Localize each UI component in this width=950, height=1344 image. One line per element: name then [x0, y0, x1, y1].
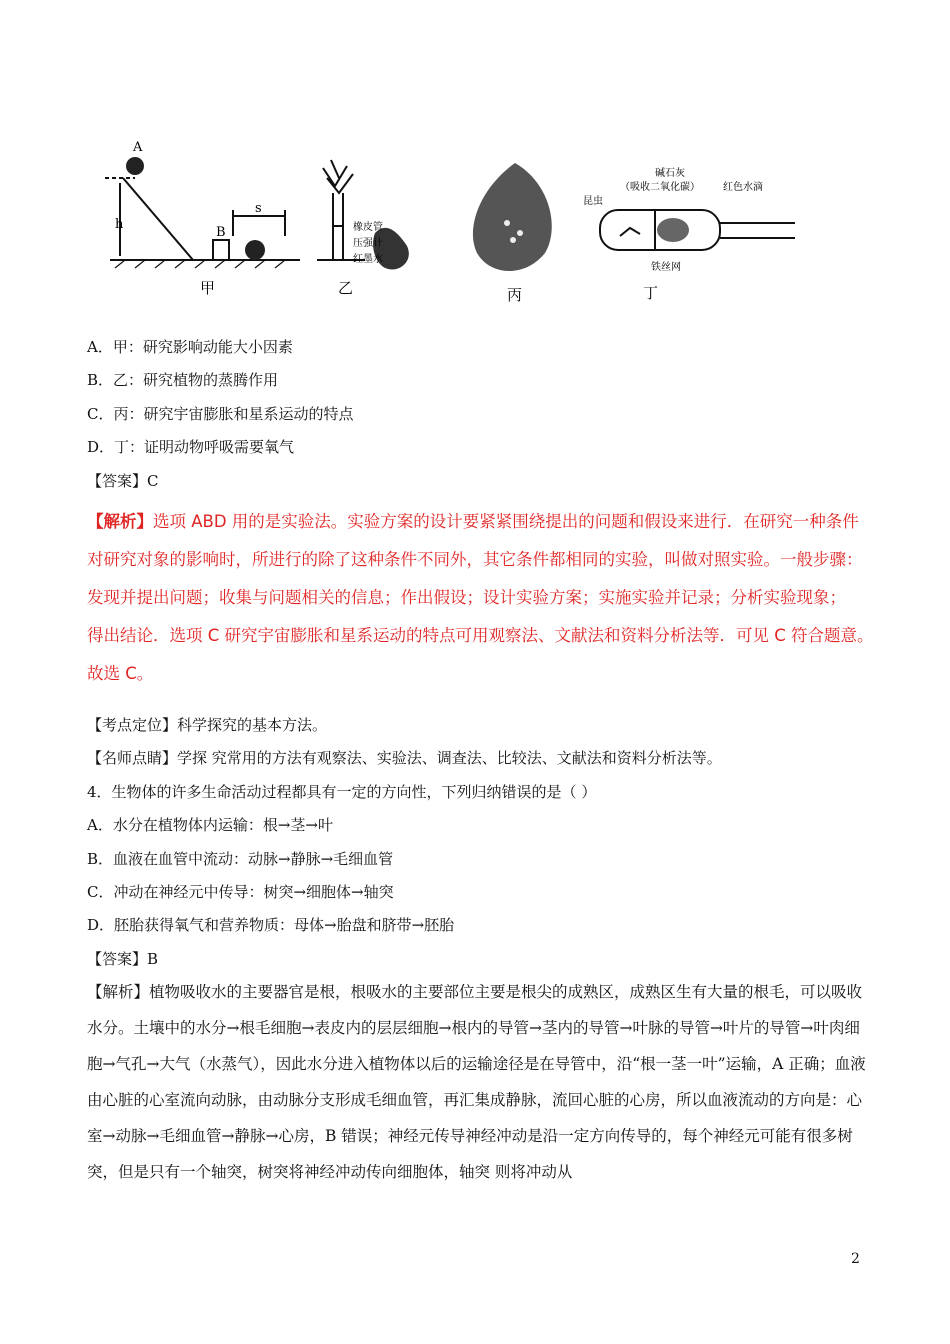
- label-soda-lime: 碱石灰: [655, 168, 685, 179]
- label-red-ink: 红墨水: [353, 254, 383, 265]
- label-ding: 丁: [643, 284, 659, 302]
- q4-analysis: 【解析】植物吸收水的主要器官是根，根吸水的主要部位主要是根尖的成熟区，成熟区生有大量的根毛，可以吸收水分。土壤中的水分→根毛细胞→表皮内的层层细胞→根内的导管→茎内的导管→叶脉的导管→叶片的导管→叶肉细胞→气孔→大气（水蒸气），因此水分进入植物体以后的运输途径是在导管中，沿“根一茎一叶”运输，A 正确；血液由心脏的心室流向动脉，由动脉分支形成毛细血管，再汇集成静脉，流回心脏的心房，所以血液流动的方向是：心室→动脉→毛细血管→静脉→心房，B 错误；神经元传导神经冲动是沿一定方向传导的，每个神经元可能有很多树突，但是只有一个轴突，树突将神经冲动传向细胞体，轴突 则将冲动从: [87, 983, 866, 1181]
- q3-analysis-line-4: 得出结论．选项 C 研究宇宙膨胀和星系运动的特点可用观察法、文献法和资料分析法等．可见 C 符合题意。: [87, 626, 874, 645]
- label-s: s: [255, 201, 262, 216]
- label-insect: 昆虫: [583, 196, 603, 207]
- q4-option-a: A．水分在植物体内运输：根→茎→叶: [87, 816, 333, 834]
- q3-key-point: 【考点定位】科学探究的基本方法。: [87, 716, 328, 734]
- q4-answer: 【答案】B: [87, 950, 159, 968]
- label-yi: 乙: [338, 279, 354, 297]
- experiment-diagram: [95, 138, 865, 308]
- q3-option-b: B．乙：研究植物的蒸腾作用: [87, 371, 279, 389]
- q3-teacher-note: 【名师点睛】学探 究常用的方法有观察法、实验法、调查法、比较法、文献法和资料分析法等。: [87, 749, 722, 767]
- label-bing: 丙: [507, 286, 523, 304]
- label-b: B: [216, 225, 226, 240]
- label-rubber-tube: 橡皮管: [353, 222, 383, 233]
- q3-analysis-line-2: 对研究对象的影响时，所进行的除了这种条件不同外，其它条件都相同的实验，叫做对照实验。一般步骤：: [87, 550, 863, 569]
- q3-analysis-tag: 【解析】: [87, 512, 153, 531]
- q4-option-d: D．胚胎获得氧气和营养物质：母体→胎盘和脐带→胚胎: [87, 916, 455, 934]
- page-number: 2: [851, 1251, 860, 1267]
- q4-option-b: B．血液在血管中流动：动脉→静脉→毛细血管: [87, 850, 394, 868]
- label-red-water-drop: 红色水滴: [723, 182, 763, 193]
- q4-stem: 4．生物体的许多生命活动过程都具有一定的方向性，下列归纳错误的是（ ）: [87, 783, 597, 801]
- label-absorb-co2: （吸收二氧化碳）: [620, 182, 700, 193]
- experiment-figure: [95, 138, 865, 308]
- q4-option-c: C．冲动在神经元中传导：树突→细胞体→轴突: [87, 883, 394, 901]
- q3-option-a: A．甲：研究影响动能大小因素: [87, 338, 293, 356]
- q3-option-d: D．丁：证明动物呼吸需要氧气: [87, 438, 295, 456]
- label-jia: 甲: [200, 279, 216, 297]
- label-wire-mesh: 铁丝网: [651, 262, 681, 273]
- q3-analysis-line-5: 故选 C。: [87, 664, 154, 683]
- label-a: A: [133, 140, 143, 155]
- q3-option-c: C．丙：研究宇宙膨胀和星系运动的特点: [87, 405, 354, 423]
- q3-analysis-line-3: 发现并提出问题；收集与问题相关的信息；作出假设；设计实验方案；实施实验并记录；分析实验现象；: [87, 588, 846, 607]
- q3-answer: 【答案】C: [87, 472, 159, 490]
- q3-analysis-line-1: 【解析】选项 ABD 用的是实验法。实验方案的设计要紧紧围绕提出的问题和假设来进行．在研究一种条件: [87, 512, 859, 531]
- label-pressure-gauge: 压强计: [353, 238, 383, 249]
- label-h: h: [115, 217, 124, 232]
